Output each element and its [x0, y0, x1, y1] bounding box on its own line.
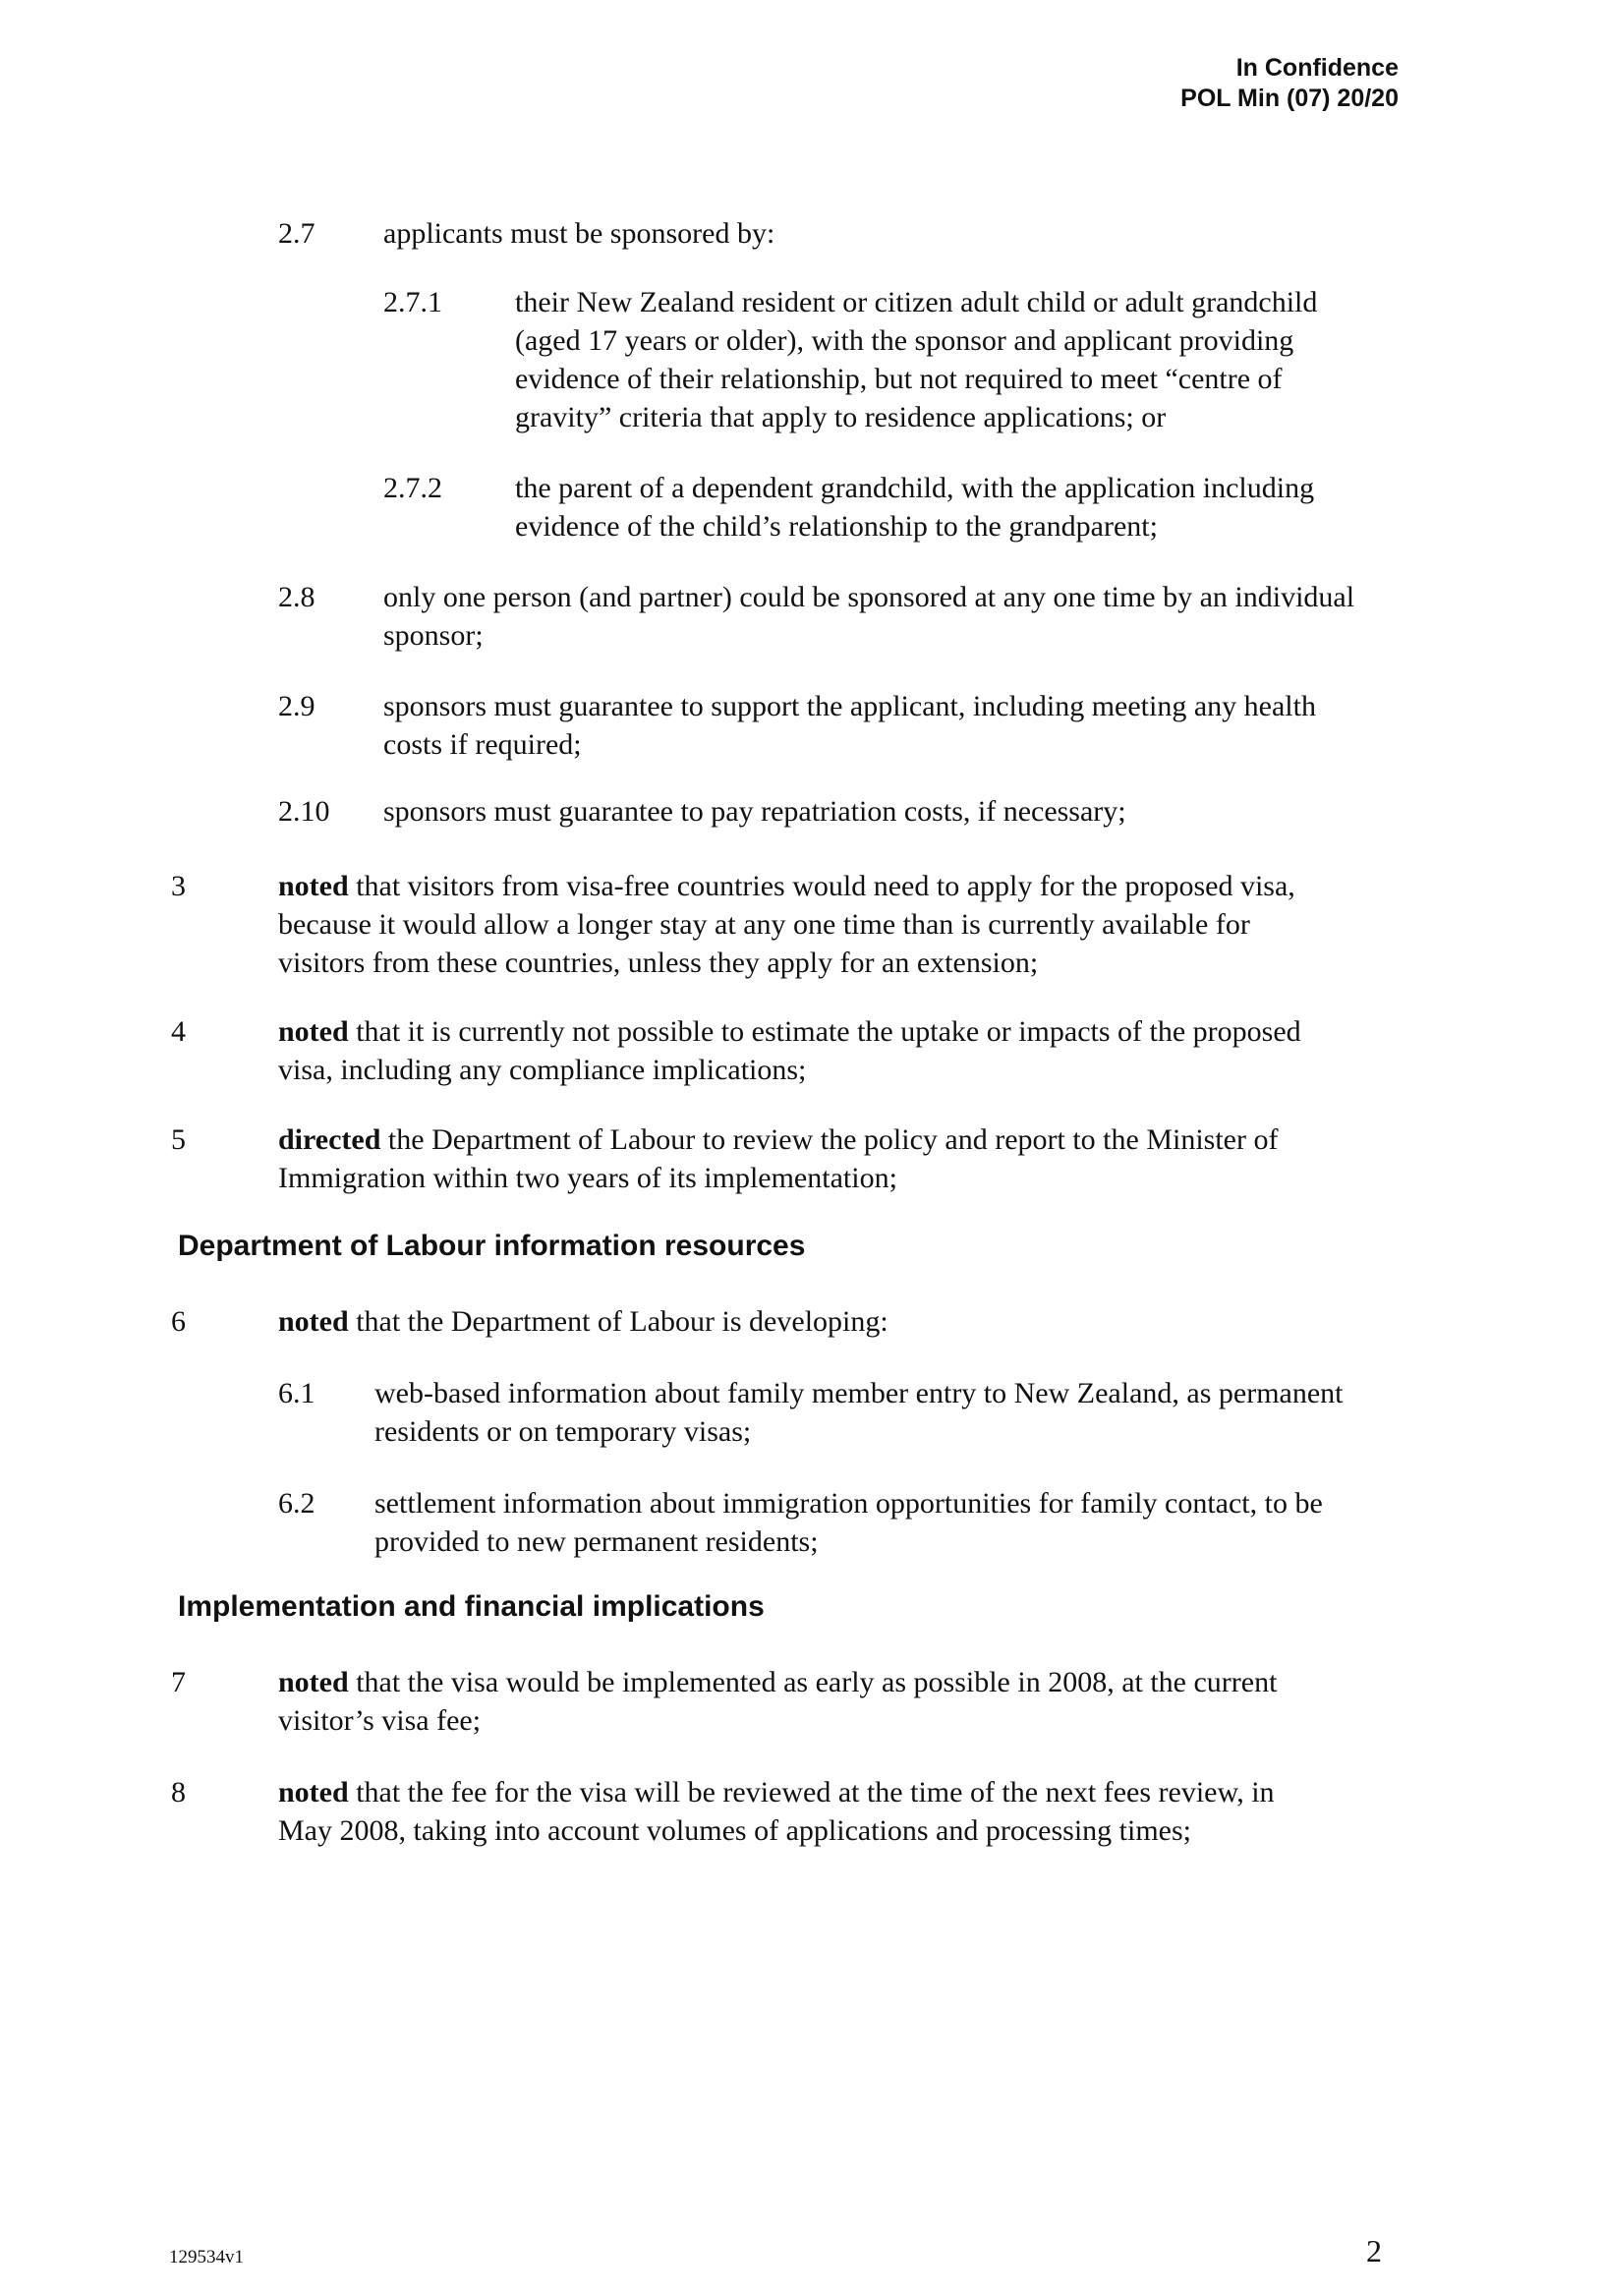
- text-line: [278, 1159, 1278, 1197]
- text-line: [383, 687, 1316, 725]
- text-line: [278, 944, 1295, 982]
- paragraph-text: [515, 283, 1317, 436]
- paragraph-number: 2.10: [278, 795, 330, 828]
- text-line-content: the parent of a dependent grandchild, with the application including: [515, 472, 1315, 504]
- text-line-content: provided to new permanent residents;: [374, 1525, 819, 1558]
- text-line: [278, 1663, 1277, 1701]
- text-line: [278, 1051, 1301, 1089]
- text-line: [515, 283, 1317, 321]
- text-line: [278, 1120, 1278, 1159]
- text-line-content: that the visa would be implemented as early as possible in 2008, at the current: [348, 1666, 1278, 1698]
- paragraph-text: [278, 1663, 1277, 1740]
- text-line-content: that it is currently not possible to estimate the uptake or impacts of the proposed: [348, 1015, 1301, 1048]
- text-line-content: that the Department of Labour is developing:: [348, 1305, 888, 1338]
- section-heading: Implementation and financial implications: [178, 1590, 765, 1623]
- text-line: [374, 1412, 1344, 1451]
- text-line-content: residents or on temporary visas;: [374, 1415, 752, 1448]
- resolution-verb: noted: [278, 1015, 349, 1048]
- paragraph-text: [383, 214, 774, 253]
- paragraph-number: 3: [171, 870, 186, 902]
- paragraph-text: [278, 1773, 1275, 1850]
- text-line: [515, 507, 1314, 545]
- text-line-content: evidence of the child’s relationship to the grandparent;: [515, 510, 1158, 543]
- paragraph-text: [278, 1012, 1301, 1089]
- text-line: [374, 1522, 1323, 1561]
- resolution-verb: noted: [278, 1305, 349, 1338]
- text-line: [383, 725, 1316, 764]
- text-line: [515, 469, 1314, 507]
- text-line-content: sponsor;: [383, 619, 484, 652]
- text-line-content: Immigration within two years of its implementation;: [278, 1162, 897, 1194]
- text-line-content: (aged 17 years or older), with the sponsor and applicant providing: [515, 324, 1294, 357]
- document-reference: POL Min (07) 20/20: [1180, 85, 1399, 112]
- text-line: [278, 1012, 1301, 1051]
- text-line-content: sponsors must guarantee to support the applicant, including meeting any health: [383, 690, 1316, 722]
- text-line: [278, 1811, 1275, 1850]
- text-line-content: because it would allow a longer stay at any one time than is currently available for: [278, 908, 1250, 941]
- text-line-content: sponsors must guarantee to pay repatriation costs, if necessary;: [383, 795, 1126, 828]
- paragraph-text: [278, 867, 1295, 982]
- resolution-verb: directed: [278, 1123, 381, 1156]
- text-line-content: only one person (and partner) could be sponsored at any one time by an individual: [383, 581, 1355, 613]
- page-header: [1180, 53, 1399, 114]
- text-line-content: web-based information about family member entry to New Zealand, as permanent: [374, 1377, 1344, 1409]
- page-number: 2: [1366, 2233, 1382, 2268]
- text-line-content: costs if required;: [383, 728, 582, 761]
- paragraph-number: 2.7.2: [383, 472, 442, 504]
- text-line: [515, 398, 1317, 436]
- text-line: [383, 792, 1126, 831]
- text-line: [374, 1374, 1344, 1412]
- text-line: [278, 1302, 888, 1341]
- text-line-content: visa, including any compliance implications;: [278, 1054, 807, 1086]
- text-line-content: their New Zealand resident or citizen adult child or adult grandchild: [515, 286, 1318, 318]
- section-heading: Department of Labour information resources: [178, 1230, 806, 1262]
- paragraph-number: 7: [171, 1666, 186, 1698]
- text-line: [515, 321, 1317, 360]
- paragraph-number: 8: [171, 1776, 186, 1808]
- text-line-content: that the fee for the visa will be reviewed at the time of the next fees review, in: [348, 1776, 1275, 1808]
- paragraph-text: [278, 1120, 1278, 1197]
- classification-label: In Confidence: [1235, 54, 1399, 82]
- text-line-content: visitors from these countries, unless they apply for an extension;: [278, 947, 1039, 979]
- paragraph-text: [383, 578, 1354, 655]
- text-line: [383, 214, 774, 253]
- footer-document-id: 129534v1: [169, 2247, 244, 2267]
- paragraph-text: [374, 1484, 1323, 1561]
- text-line-content: gravity” criteria that apply to residence applications; or: [515, 401, 1167, 433]
- text-line-content: visitor’s visa fee;: [278, 1704, 482, 1737]
- resolution-verb: noted: [278, 870, 349, 902]
- text-line-content: evidence of their relationship, but not required to meet “centre of: [515, 363, 1283, 395]
- paragraph-number: 2.7.1: [383, 286, 442, 318]
- text-line-content: that visitors from visa-free countries would need to apply for the proposed visa,: [348, 870, 1295, 902]
- text-line: [278, 1701, 1277, 1740]
- text-line-content: settlement information about immigration opportunities for family contact, to be: [374, 1487, 1323, 1520]
- text-line: [383, 616, 1354, 655]
- text-line: [374, 1484, 1323, 1522]
- paragraph-number: 6.2: [278, 1487, 315, 1520]
- paragraph-number: 4: [171, 1015, 186, 1048]
- text-line-content: applicants must be sponsored by:: [383, 217, 775, 250]
- text-line: [278, 867, 1295, 905]
- paragraph-text: [383, 792, 1126, 831]
- text-line: [515, 360, 1317, 398]
- paragraph-text: [278, 1302, 888, 1341]
- resolution-verb: noted: [278, 1776, 349, 1808]
- paragraph-text: [374, 1374, 1344, 1451]
- paragraph-number: 2.8: [278, 581, 315, 613]
- paragraph-number: 6: [171, 1305, 186, 1338]
- text-line: [278, 1773, 1275, 1811]
- paragraph-number: 6.1: [278, 1377, 315, 1409]
- paragraph-number: 5: [171, 1123, 186, 1156]
- paragraph-text: [383, 687, 1316, 764]
- resolution-verb: noted: [278, 1666, 349, 1698]
- text-line: [383, 578, 1354, 616]
- paragraph-number: 2.7: [278, 217, 315, 250]
- text-line: [278, 905, 1295, 944]
- text-line-content: May 2008, taking into account volumes of applications and processing times;: [278, 1814, 1191, 1847]
- text-line-content: the Department of Labour to review the policy and report to the Minister of: [380, 1123, 1279, 1156]
- paragraph-number: 2.9: [278, 690, 315, 722]
- paragraph-text: [515, 469, 1314, 545]
